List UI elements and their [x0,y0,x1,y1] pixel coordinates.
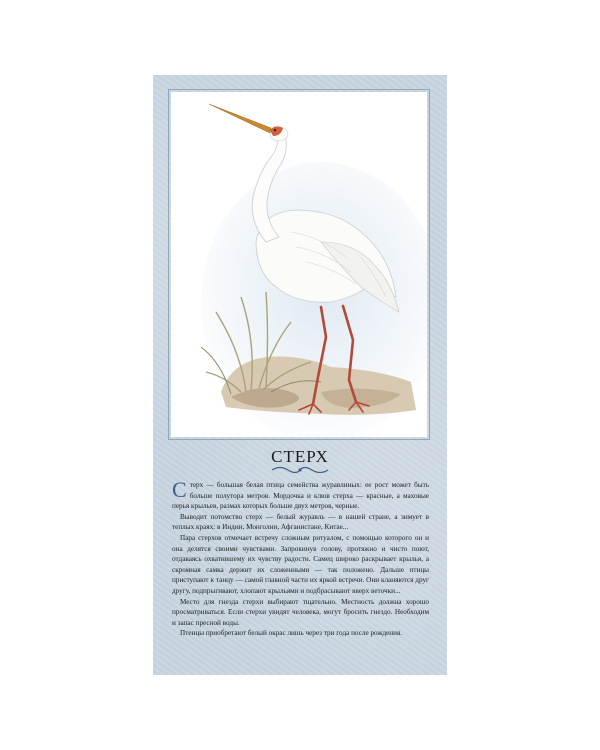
paragraph-3: Пара стерхов отмечает встречу сложным ритуалом, с помощью которого он и она делятся своими чувствами. Запрокинув голову, протяжно и чисто поют, отдаваясь охватившему их чувству радости. Самец широко раскрывает крылья, а скромная самка держит их сложенными — так положено. Дальше птицы приступают к танцу — самой главной части их яркой встречи. Они кланяются друг другу, подпрыгивают, хлопают крыльями и подбрасывают вверх веточки... [172,533,429,595]
paragraph-5: Птенцы приобретают белый окрас лишь через три года после рождения. [180,629,403,638]
paragraph-1-text: терх — большая белая птица семейства журавлиных: ее рост может быть больше полутора метров. Мордочка и клюв стерха — красные, а маховые перья крыльев, размах которых больше двух метров, черные. [172,481,429,511]
paragraph-4: Место для гнезда стерхи выбирают тщательно. Местность должна хорошо просматриваться. Если стерхи увидят человека, могут бросить гнездо. Необходим и запас пресной воды. [172,597,429,627]
article-body [172,477,429,639]
crane-drawing [171,92,427,437]
flourish-ornament [270,465,330,475]
drop-cap: С [172,477,187,502]
paragraph-2: Выводит потомство стерх — белый журавль — в нашей стране, а зимует в теплых краях: в Индии, Монголии, Афганистане, Китае... [172,512,429,532]
paragraph-1 [172,477,429,512]
page-card [153,75,447,675]
article-title: СТЕРХ [271,447,329,466]
crane-illustration [171,92,427,437]
